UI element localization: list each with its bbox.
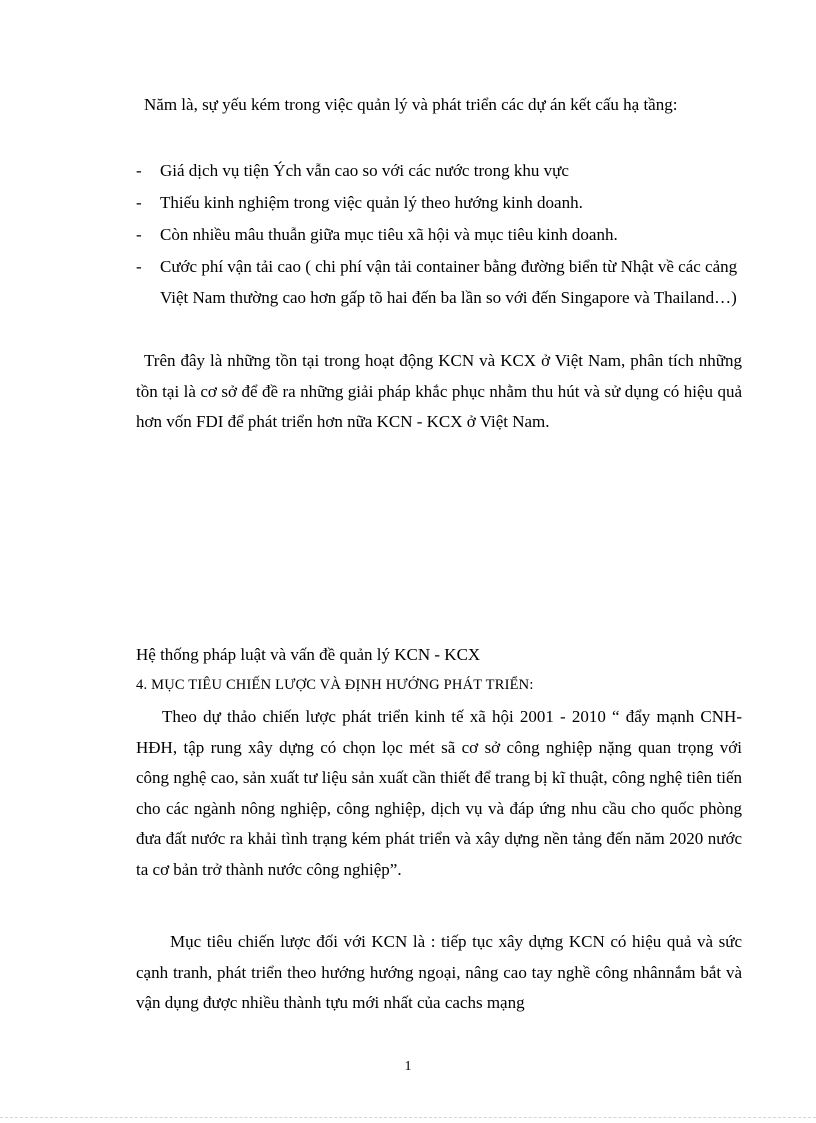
bullet-item [136, 252, 742, 313]
bullet-item [136, 188, 742, 219]
bullet-text: Thiếu kinh nghiệm trong việc quản lý theo hướng kinh doanh. [160, 193, 583, 212]
section-heading-legal-system: Hệ thống pháp luật và vấn đề quản lý KCN - KCX [136, 645, 481, 664]
bullet-item [136, 220, 742, 251]
paragraph-development-strategy: Theo dự thảo chiến lược phát triển kinh tế xã hội 2001 - 2010 “ đẩy mạnh CNH-HĐH, tập rung xây dựng có chọn lọc mét sã cơ sở công nghiệp nặng quan trọng với công nghệ cao, sản xuất tư liệu sản xuất cần thiết để trang bị kĩ thuật, công nghệ tiên tiến cho các ngành nông nghiệp, công nghiệp, dịch vụ và đáp ứng nhu cầu cho quốc phòng đưa đất nước ra khải tình trạng kém phát triển và xây dựng nền tảng đến năm 2020 nước ta cơ bản trở thành nước công nghiệp”. [136, 707, 742, 879]
page-bottom-divider [0, 1117, 816, 1118]
bullet-dash: - [136, 257, 142, 276]
paragraph-kcn-strategic-goals: Mục tiêu chiến lược đối với KCN là : tiếp tục xây dựng KCN có hiệu quả và sức cạnh tranh, phát triển theo hướng hướng ngoại, nâng cao tay nghề công nhânnắm bắt và vận dụng được nhiều thành tựu mới nhất của cachs mạng [136, 932, 742, 1012]
bullet-text: Giá dịch vụ tiện Ých vẫn cao so với các nước trong khu vực [160, 161, 569, 180]
bullet-text: Cước phí vận tải cao ( chi phí vận tải container bằng đường biển từ Nhật về các cảng Việt Nam thường cao hơn gấp tõ hai đến ba lần so với đến Singapore và Thailand…) [160, 257, 738, 307]
bullet-item [136, 156, 742, 187]
bullet-dash: - [136, 161, 142, 180]
paragraph-summary-of-issues: Trên đây là những tồn tại trong hoạt động KCN và KCX ở Việt Nam, phân tích những tồn tại là cơ sở để đề ra những giải pháp khắc phục nhằm thu hút và sử dụng có hiệu quả hơn vốn FDI để phát triển hơn nữa KCN - KCX ở Việt Nam. [136, 351, 742, 431]
bullet-text: Còn nhiều mâu thuẫn giữa mục tiêu xã hội và mục tiêu kinh doanh. [160, 225, 618, 244]
page-number: 1 [404, 1059, 412, 1074]
section-heading-strategic-objectives: 4. MỤC TIÊU CHIẾN LƯỢC VÀ ĐỊNH HƯỚNG PHÁT TRIỂN: [136, 677, 534, 693]
bullet-dash: - [136, 193, 142, 212]
bullet-dash: - [136, 225, 142, 244]
paragraph-weak-infrastructure-management: Năm là, sự yếu kém trong việc quản lý và phát triển các dự án kết cấu hạ tầng: [144, 95, 678, 114]
